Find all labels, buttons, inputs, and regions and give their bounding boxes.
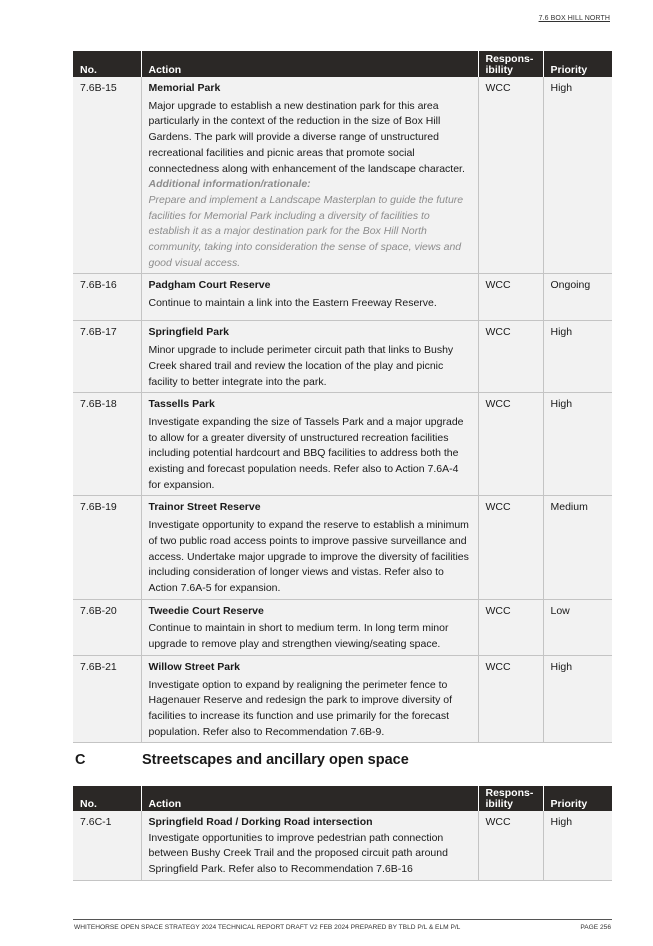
action-title: Memorial Park — [148, 82, 221, 94]
table-row — [73, 599, 612, 655]
page-number: PAGE 256 — [580, 924, 611, 931]
row-priority: High — [543, 393, 612, 496]
row-priority: High — [543, 811, 612, 880]
col-header-no: No. — [73, 786, 141, 811]
col-header-priority: Priority — [543, 51, 612, 77]
col-header-responsibility: Respons-ibility — [478, 51, 543, 77]
action-description: Investigate opportunities to improve pedestrian path connection between Bushy Creek Trail and the proposed circuit path around Springfield Park. Refer also to Recommendation 7.6B-16 — [148, 831, 448, 876]
row-priority: High — [543, 321, 612, 393]
row-responsibility: WCC — [478, 496, 543, 599]
row-priority: High — [543, 77, 612, 274]
row-action — [141, 655, 478, 743]
table-row — [73, 77, 612, 274]
action-description: Investigate option to expand by realigning the perimeter fence to Hagenauer Reserve and redesign the park to improve diversity of facilities to increase its function and use primarily for the forecast population. Refer also to Recommendation 7.6B-9. — [148, 678, 452, 738]
row-number: 7.6B-15 — [73, 77, 141, 274]
action-description: Major upgrade to establish a new destination park for this area particularly in the context of the reduction in the size of Box Hill Gardens. The park will provide a diverse range of unstructured recreational facilities and picnic areas that promote social connectedness along with enhancement of the landscape character. — [148, 99, 465, 175]
table-row — [73, 393, 612, 496]
row-number: 7.6B-16 — [73, 274, 141, 321]
table-row — [73, 274, 612, 321]
table-row — [73, 496, 612, 599]
row-responsibility: WCC — [478, 274, 543, 321]
action-title: Springfield Road / Dorking Road intersection — [148, 816, 373, 828]
actions-table-b — [73, 51, 612, 743]
row-responsibility: WCC — [478, 77, 543, 274]
row-number: 7.6B-17 — [73, 321, 141, 393]
table-header-row — [73, 51, 612, 77]
table-row — [73, 655, 612, 743]
action-title: Springfield Park — [148, 326, 230, 339]
row-number: 7.6C-1 — [73, 811, 141, 880]
action-description: Investigate expanding the size of Tassels Park and a major upgrade to allow for a greater diversity of unstructured recreation facilities including potential hardcourt and BBQ facilities to address both the existing and forecast population needs. Refer also to Action 7.6A-4 for expansion. — [148, 415, 464, 491]
row-priority: Low — [543, 599, 612, 655]
action-title: Padgham Court Reserve — [148, 279, 271, 292]
running-head: 7.6 BOX HILL NORTH — [538, 15, 610, 22]
additional-info-heading: Additional information/rationale: — [148, 178, 311, 191]
row-priority: High — [543, 655, 612, 743]
action-title: Willow Street Park — [148, 660, 241, 673]
col-header-responsibility: Respons-ibility — [478, 786, 543, 811]
action-title: Trainor Street Reserve — [148, 501, 261, 514]
row-action — [141, 811, 478, 880]
row-priority: Ongoing — [543, 274, 612, 321]
row-number: 7.6B-20 — [73, 599, 141, 655]
action-description: Minor upgrade to include perimeter circuit path that links to Bushy Creek shared trail and review the location of the play and picnic facility to better integrate into the park. — [148, 344, 454, 388]
action-description: Continue to maintain in short to medium term. In long term minor upgrade to remove play and strengthen viewing/seating space. — [148, 622, 449, 651]
row-number: 7.6B-19 — [73, 496, 141, 599]
row-responsibility: WCC — [478, 393, 543, 496]
row-action — [141, 274, 478, 321]
footer-text: WHITEHORSE OPEN SPACE STRATEGY 2024 TECHNICAL REPORT DRAFT V2 FEB 2024 PREPARED BY TBLD P/L & ELM P/L — [74, 924, 461, 931]
row-action — [141, 321, 478, 393]
col-header-action: Action — [141, 786, 478, 811]
action-description: Investigate opportunity to expand the reserve to establish a minimum of two public road access points to improve passive surveillance and access. Undertake major upgrade to improve the diversity of facilities including consideration of longer views and vistas. Refer also to Action 7.6A-5 for expansion. — [148, 519, 469, 594]
section-title: Streetscapes and ancillary open space — [142, 752, 409, 768]
row-action — [141, 77, 478, 274]
row-priority: Medium — [543, 496, 612, 599]
row-responsibility: WCC — [478, 811, 543, 880]
row-number: 7.6B-18 — [73, 393, 141, 496]
action-title: Tweedie Court Reserve — [148, 604, 264, 617]
actions-table-c — [73, 786, 612, 881]
additional-info-text: Prepare and implement a Landscape Masterplan to guide the future facilities for Memorial Park including a diversity of facilities to establish it as a major destination park for the Box Hill North community, taking into consideration the sense of space, views and good visual access. — [148, 193, 464, 269]
row-responsibility: WCC — [478, 655, 543, 743]
row-action — [141, 393, 478, 496]
action-description: Continue to maintain a link into the Eastern Freeway Reserve. — [148, 297, 437, 310]
col-header-no: No. — [73, 51, 141, 77]
row-responsibility: WCC — [478, 321, 543, 393]
row-action — [141, 496, 478, 599]
col-header-priority: Priority — [543, 786, 612, 811]
row-responsibility: WCC — [478, 599, 543, 655]
table-header-row — [73, 786, 612, 811]
row-action — [141, 599, 478, 655]
col-header-action: Action — [141, 51, 478, 77]
table-row — [73, 321, 612, 393]
footer-divider — [73, 919, 612, 920]
row-number: 7.6B-21 — [73, 655, 141, 743]
action-title: Tassells Park — [148, 398, 215, 411]
section-letter: C — [75, 752, 86, 768]
table-row — [73, 811, 612, 880]
